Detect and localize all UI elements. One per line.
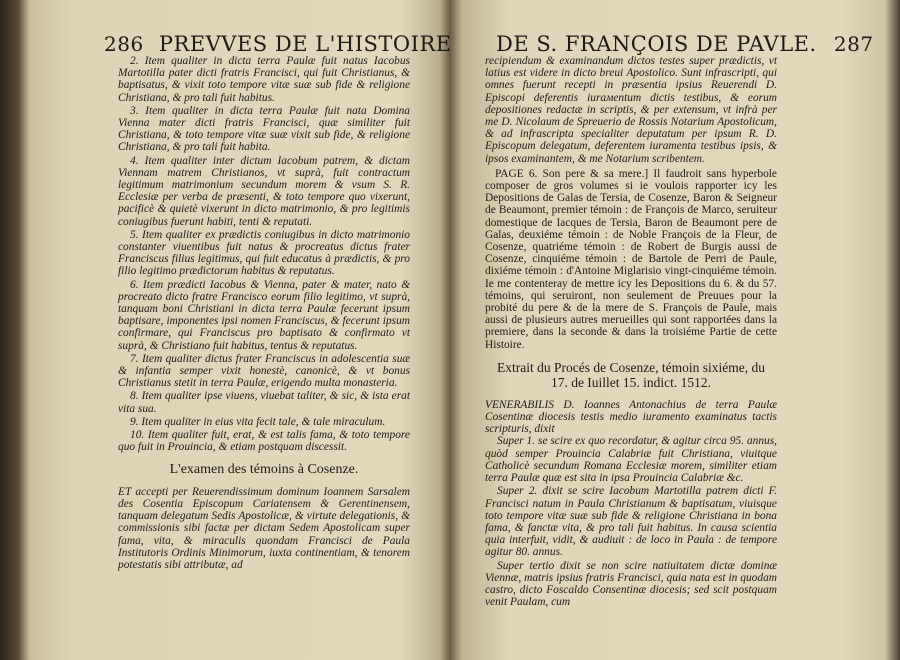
right-section-heading: Extrait du Procés de Cosenze, témoin sixiéme, du 17. de Iuillet 15. indict. 1512. — [496, 359, 766, 390]
left-page-number: 286 — [104, 32, 144, 56]
item-4: 4. Item qualiter inter dictum Iacobum patrem, & dictam Viennam matrem Christianos, vt suprà, fuit contractum legitimum matrimonium secundum morem & vsum S. R. Ecclesiæ per verba de præsenti, & toto tempore quo vixerunt, pacificè & quietè vixerunt in dicto matrimonio, & pro legitimis coniugibus fuerunt habiti, tenti & reputati. — [118, 154, 410, 228]
left-text-block — [118, 55, 410, 571]
item-7: 7. Item qualiter dictus frater Franciscus in adolescentia suæ & infantia semper vixit honestè, canonicè, & vt bonus Christianus stetit in terra Paulæ, erigendo multa monasteria. — [118, 352, 410, 390]
item-5: 5. Item qualiter ex prædictis coniugibus in dicto matrimonio constanter viuentibus fuit natus & procreatus dictus frater Franciscus filius legitimus, qui fuit educatus à prædictis, & pro filio legitimo prædictorum habitus & reputatus. — [118, 228, 410, 278]
right-running-header — [496, 32, 874, 56]
right-page — [450, 0, 900, 660]
item-3: 3. Item qualiter in dicta terra Paulæ fuit nata Domina Vienna mater dicti fratris Francisci, quæ similiter fuit Christiana, & toto tempore vitæ suæ vixit sub fide, & religione Christiana, & pro tali fuit habita. — [118, 104, 410, 154]
item-6: 6. Item prædicti Iacobus & Vienna, pater & mater, nato & procreato dicto fratre Francisco eorum filio legitimo, vt suprà, tanquam boni Christiani in dicta terra Paulæ fecerunt ipsum baptisare, imponentes ipsi nomen Franciscus, & fecerunt ipsum confirmare, qui Franciscus pro baptisato & confirmato vt suprà, & Christiano fuit habitus, tentus & reputatus. — [118, 278, 410, 352]
left-running-head: PREVVES DE L'HISTOIRE — [158, 32, 452, 56]
super-2: Super 2. dixit se scire Iacobum Martotilla patrem dicti F. Francisci natum in Paula Christianum & baptisatum, viuisque toto tempore vitæ suæ sub fide & religione Christiana in bona fama, & fanctæ vita, & pro tali fuit habitus. In causa scientia quia interfuit, vidit, & audiuit : de loco in Paula : de tempore agitur 80. annus. — [485, 485, 777, 559]
super-1: Super 1. se scire ex quo recordatur, & agitur circa 95. annus, quòd semper Prouincia Calabriæ fuit Christiana, viuitque Catholicè secundum Romana Ecclesiæ morem, similiter etiam terra Paulæ quæ est sita in ipsa Prouincia Calabriæ &c. — [485, 435, 777, 485]
right-top-paragraph: recipiendum & examinandum dictos testes super prædictis, vt latius est videre in dicto breui Apostolico. Sunt infrascripti, qui omnes fuerunt recepti in præsentia ipsius Reuerendi D. Episcopi deferentis iurамentum dictis testibus, & eorum depositiones redactæ in scriptis, & per extensum, vt infrà per me D. Nicolaum de Spreuerio de Rossis Notarium Apostolicum, & ad infrascripta specialiter deputatum per ipsum R. D. Episcopum delegatum, deferentem iuramenta testibus ipsis, & ipsos examinantem, & me Notarium scribentem. — [485, 55, 777, 165]
item-2: 2. Item qualiter in dicta terra Paulæ fuit natus Iacobus Martotilla pater dicti fratris Francisci, qui fuit Christianus, & baptisatus, & vixit toto tempore vitæ suæ sub fide & religione Christiana, & pro tali fuit habitus. — [118, 55, 410, 104]
latin-opening: VENERABILIS D. Ioannes Antonachius de terra Paulæ Cosentinæ diocesis testis medio iuramento examinatus tactis scripturis, dixit — [485, 398, 777, 436]
item-8: 8. Item qualiter ipse viuens, viuebat taliter, & sic, & ista erat vita sua. — [118, 390, 410, 415]
super-3: Super tertio dixit se non scire natiuitatem dictæ dominæ Viennæ, matris ipsius fratris Francisci, quia nata est in quodam castro, dicto Foscaldo Consentinæ diocesis; sed scit postquam venit Paulam, cum — [485, 559, 777, 609]
left-section-heading: L'examen des témoins à Cosenze. — [169, 461, 359, 477]
left-closing-paragraph: ET accepti per Reuerendissimum dominum Ioannem Sarsalem des Cosentia Episcopum Cariatensem & Gerentinensem, tanquam delegatum Sedis Apostolicæ, & virtute delegationis, & commissionis sibi factæ per dictam Sedem Apostolicam super fama, vita, & miraculis quondam Francisci de Paula Institutoris Ordinis Minimorum, iuxta continentiam, & tenorem potestatis sibi attributæ, ad — [118, 485, 410, 571]
right-running-head: DE S. FRANÇOIS DE PAVLE. — [496, 32, 817, 56]
french-paragraph: PAGE 6. Son pere & sa mere.] Il faudroit sans hyperbole composer de gros volumes si ie voulois rapporter icy les Depositions de Galas de Tersia, de Cosenze, Baron & Seigneur de Beaumont, premier témoin : de François de Marco, seruiteur domestique de Iacques de Tersia, Baron de Beaumont pere de Galas, deuxiéme témoin : de Noble François de la Fleur, de Cosenze, quatriéme témoin : de Robert de Burgis aussi de Cosenze, cinquiéme témoin : de Bartole de Perri de Paule, dixiéme témoin : d'Antoine Miglarisio vingt-cinquiéme témoin. Ie me contenteray de mettre icy les Depositions du 6. & du 57. témoins, qui seruiront, non seulement de Preuues pour la probité du pere & de la mere de S. François de Paule, mais aussi de plusieurs autres merueilles qui sont rapportées dans la premiere, dans la seconde & dans la troisiéme Partie de cette Histoire. — [485, 167, 777, 351]
item-9: 9. Item qualiter in eius vita fecit tale, & tale miraculum. — [130, 415, 386, 428]
left-running-header — [104, 32, 452, 56]
right-text-block — [485, 55, 777, 609]
right-page-number: 287 — [833, 32, 874, 56]
item-10: 10. Item qualiter fuit, erat, & est talis fama, & toto tempore quo fuit in Prouincia, & etiam postquam discessit. — [118, 429, 410, 454]
